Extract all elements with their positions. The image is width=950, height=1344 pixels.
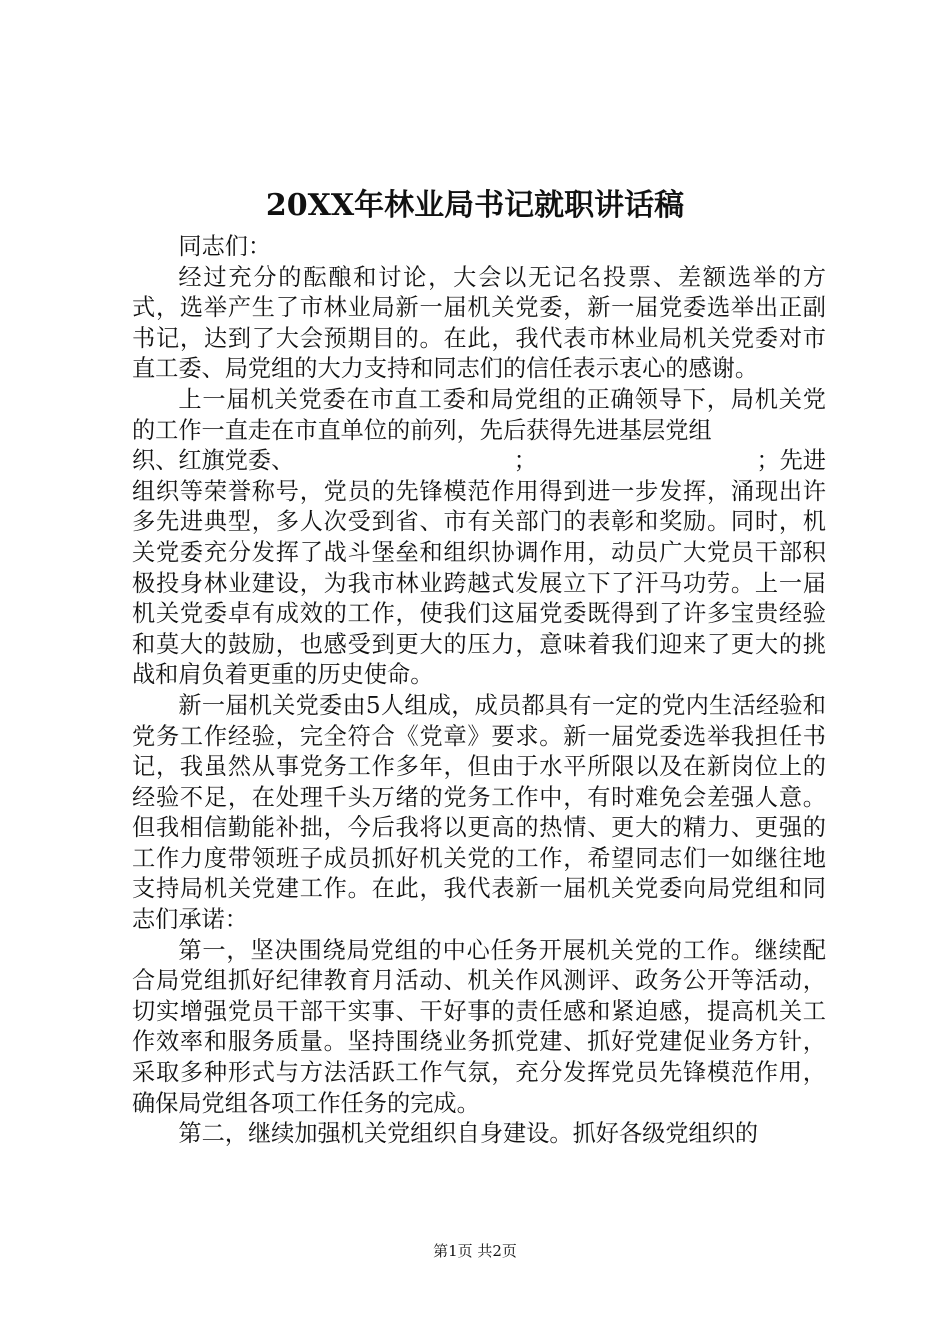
page-footer: 第1页 共2页 [433,1242,517,1260]
paragraph: 经过充分的酝酿和讨论，大会以无记名投票、差额选举的方式，选举产生了市林业局新一届机关党委，新一届党委选举出正副书记，达到了大会预期目的。在此，我代表市林业局机关党委对市直工委、局党组的大力支持和同志们的信任表示衷心的感谢。 [132,263,826,383]
paragraph: 第一，坚决围绕局党组的中心任务开展机关党的工作。继续配合局党组抓好纪律教育月活动、机关作风测评、政务公开等活动，切实增强党员干部干实事、干好事的责任感和紧迫感，提高机关工作效率和服务质量。坚持围绕业务抓党建、抓好党建促业务方针，采取多种形式与方法活跃工作气氛，充分发挥党员先锋模范作用，确保局党组各项工作任务的完成。 [132,936,826,1117]
line-fragment: ； [513,447,537,475]
line-fragment: ；先进 [756,447,826,475]
salutation: 同志们： [178,233,272,260]
paragraph: 上一届机关党委在市直工委和局党组的正确领导下，局机关党的工作一直走在市直单位的前列，先后获得先进基层党组 [132,385,826,444]
honor-list-line [132,446,826,477]
paragraph: 新一届机关党委由5人组成，成员都具有一定的党内生活经验和党务工作经验，完全符合《党章》要求。新一届党委选举我担任书记，我虽然从事党务工作多年，但由于水平所限以及在新岗位上的经验不足，在处理千头万绪的党务工作中，有时难免会差强人意。但我相信勤能补拙，今后我将以更高的热情、更大的精力、更强的工作力度带领班子成员抓好机关党的工作，希望同志们一如继往地支持局机关党建工作。在此，我代表新一届机关党委向局党组和同志们承诺： [132,691,826,934]
document-body [132,232,826,1150]
line-fragment: 织、红旗党委、 [132,447,295,475]
paragraph: 组织等荣誉称号，党员的先锋模范作用得到进一步发挥，涌现出许多先进典型，多人次受到省、市有关部门的表彰和奖励。同时，机关党委充分发挥了战斗堡垒和组织协调作用，动员广大党员干部积极投身林业建设，为我市林业跨越式发展立下了汗马功劳。上一届机关党委卓有成效的工作，使我们这届党委既得到了许多宝贵经验和莫大的鼓励，也感受到更大的压力，意味着我们迎来了更大的挑战和肩负着更重的历史使命。 [132,477,826,689]
page-title: 20XX年林业局书记就职讲话稿 [265,188,685,223]
paragraph: 第二，继续加强机关党组织自身建设。抓好各级党组织的 [178,1120,759,1148]
